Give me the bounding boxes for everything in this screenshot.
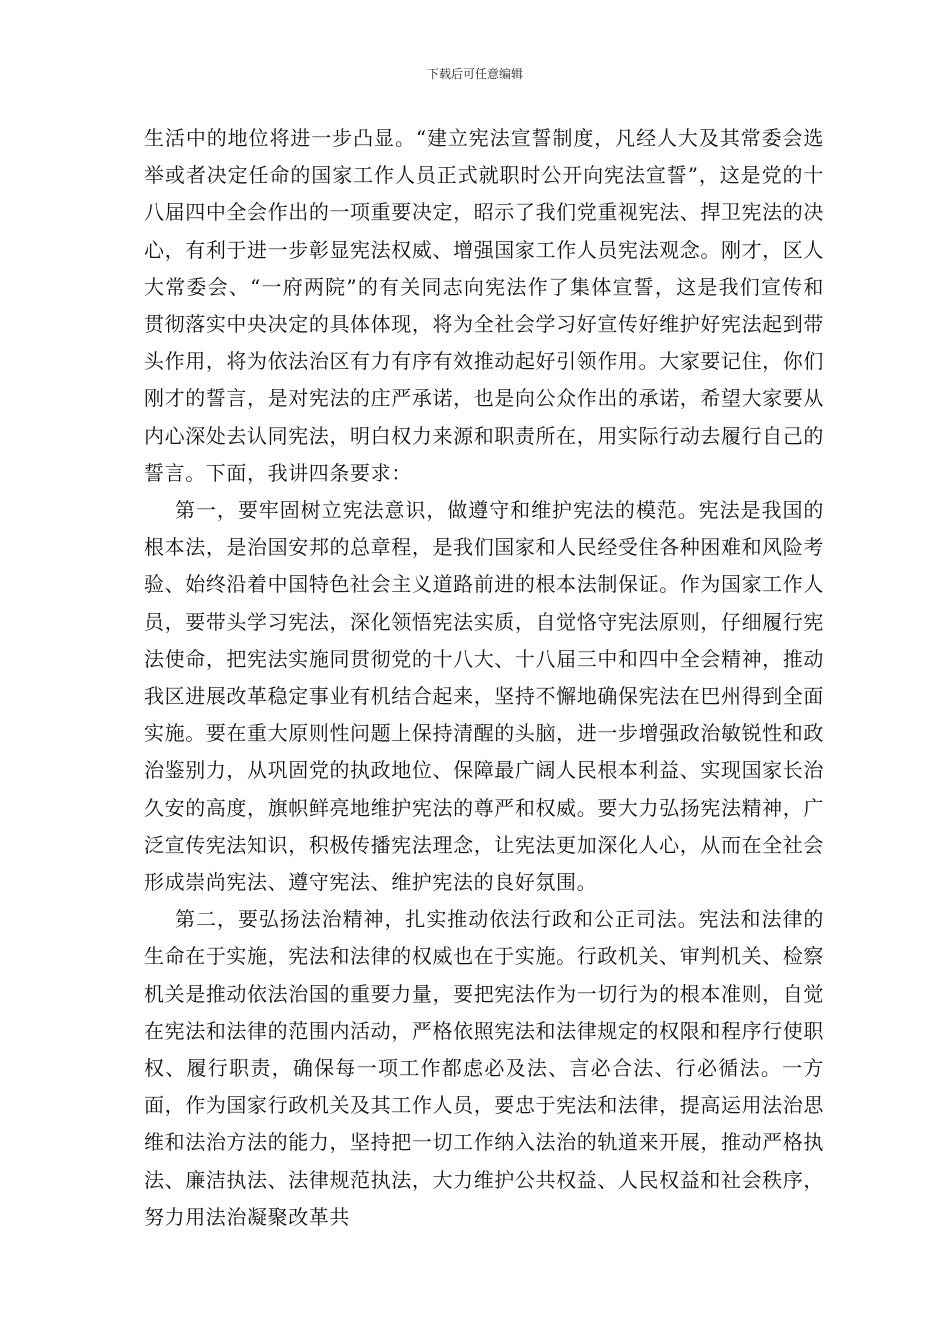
paragraph-1: 生活中的地位将进一步凸显。“建立宪法宣誓制度，凡经人大及其常委会选举或者决定任命的国家工作人员正式就职时公开向宪法宣誓”，这是党的十八届四中全会作出的一项重要决定，昭示了我们党重视宪法、捍卫宪法的决心，有利于进一步彰显宪法权威、增强国家工作人员宪法观念。刚才，区人大常委会、“一府两院”的有关同志向宪法作了集体宣誓，这是我们宣传和贯彻落实中央决定的具体体现，将为全社会学习好宣传好维护好宪法起到带头作用，将为依法治区有力有序有效推动起好引领作用。大家要记住，你们刚才的誓言，是对宪法的庄严承诺，也是向公众作出的承诺，希望大家要从内心深处去认同宪法，明白权力来源和职责所在，用实际行动去履行自己的誓言。下面，我讲四条要求：	[144, 126, 824, 485]
paragraph-2: 第一，要牢固树立宪法意识，做遵守和维护宪法的模范。宪法是我国的根本法，是治国安邦的总章程，是我们国家和人民经受住各种困难和风险考验、始终沿着中国特色社会主义道路前进的根本法制保证。作为国家工作人员，要带头学习宪法，深化领悟宪法实质，自觉恪守宪法原则，仔细履行宪法使命，把宪法实施同贯彻党的十八大、十八届三中和四中全会精神，推动我区进展改革稳定事业有机结合起来，坚持不懈地确保宪法在巴州得到全面实施。要在重大原则性问题上保持清醒的头脑，进一步增强政治敏锐性和政治鉴别力，从巩固党的执政地位、保障最广阔人民根本利益、实现国家长治久安的高度，旗帜鲜亮地维护宪法的尊严和权威。要大力弘扬宪法精神，广泛宣传宪法知识，积极传播宪法理念，让宪法更加深化人心，从而在全社会形成崇尚宪法、遵守宪法、维护宪法的良好氛围。	[144, 498, 824, 895]
document-body	[144, 120, 824, 1236]
page-header: 下载后可任意编辑	[426, 67, 523, 81]
paragraph-3: 第二，要弘扬法治精神，扎实推动依法行政和公正司法。宪法和法律的生命在于实施，宪法和法律的权威也在于实施。行政机关、审判机关、检察机关是推动依法治国的重要力量，要把宪法作为一切行为的根本准则，自觉在宪法和法律的范围内活动，严格依照宪法和法律规定的权限和程序行使职权、履行职责，确保每一项工作都虑必及法、言必合法、行必循法。一方面，作为国家行政机关及其工作人员，要忠于宪法和法律，提高运用法治思维和法治方法的能力，坚持把一切工作纳入法治的轨道来开展，推动严格执法、廉洁执法、法律规范执法，大力维护公共权益、人民权益和社会秩序，努力用法治凝聚改革共	[144, 907, 824, 1229]
